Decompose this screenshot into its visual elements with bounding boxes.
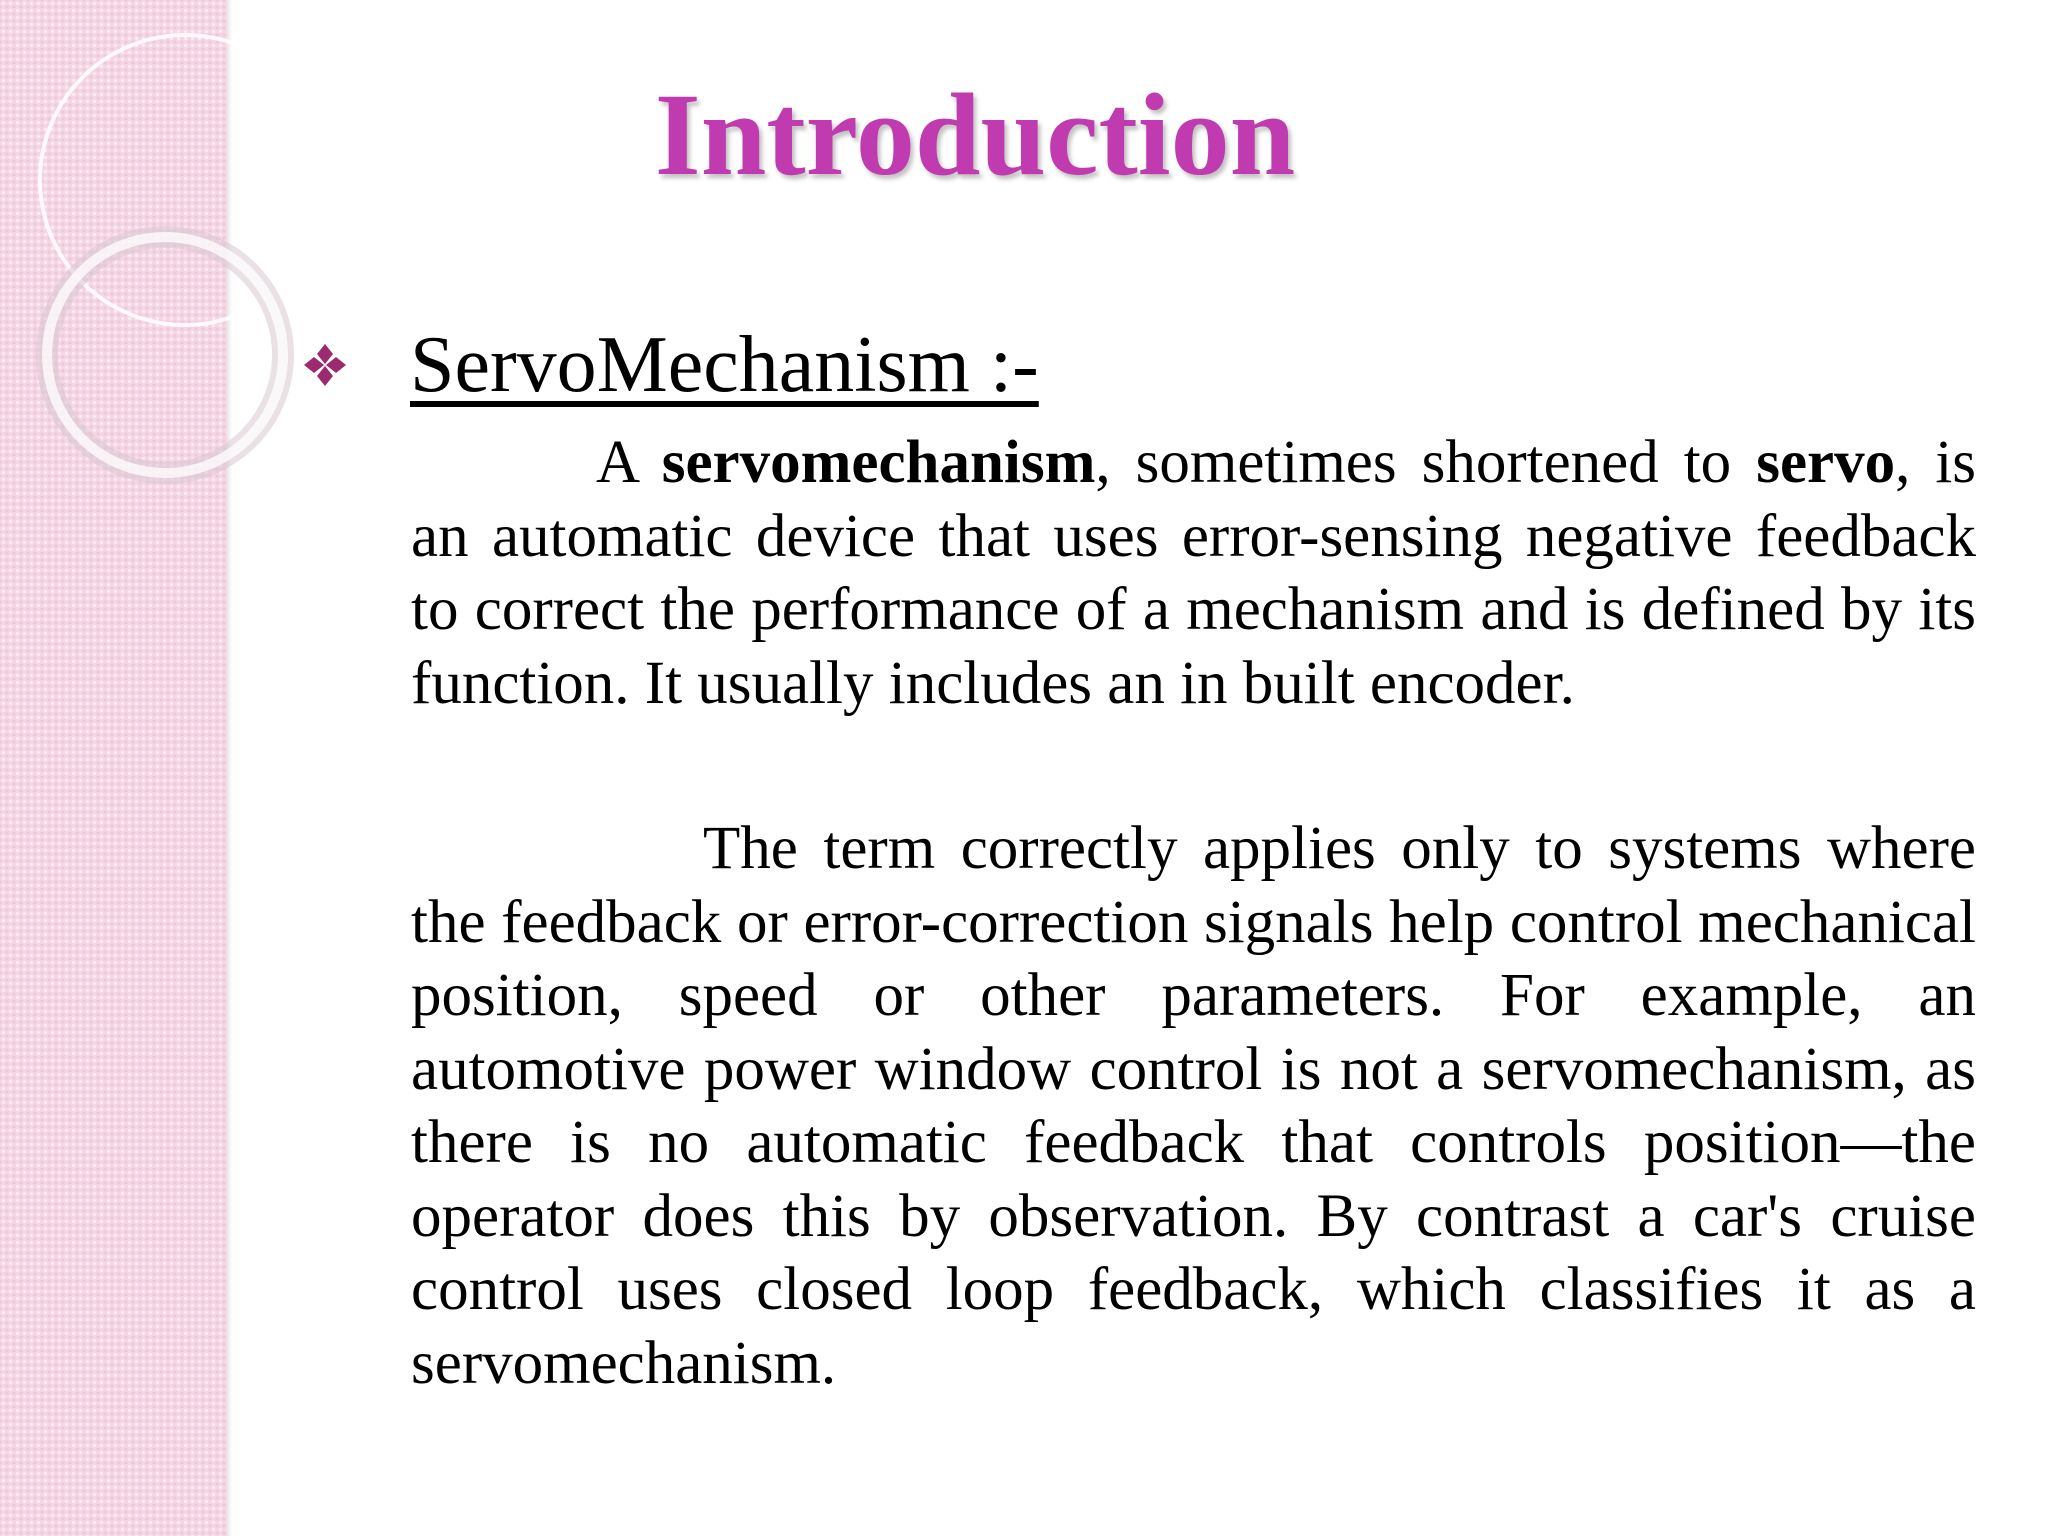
paragraph-definition bbox=[411, 426, 1976, 720]
paragraph-part2: , is an automatic device that uses error-sensing negative feedback to correct the performance of a mechanism and is defined by its function. It usually includes an in built encoder. bbox=[411, 429, 1977, 717]
term-servo: servo bbox=[1756, 429, 1896, 496]
paragraph-explanation bbox=[411, 812, 1976, 1400]
term-servomechanism: servomechanism bbox=[661, 429, 1096, 496]
paragraph-part1: , sometimes shortened to bbox=[1095, 429, 1732, 496]
four-diamond-bullet-icon bbox=[300, 340, 350, 390]
paragraph-explanation-text: The term correctly applies only to systems where the feedback or error-correction signals help control mechanical position, speed or other parameters. For example, an automotive power window control is not a servomechanism, as there is no automatic feedback that controls position—the operator does this by observation. By contrast a car's cruise control uses closed loop feedback, which classifies it as a servomechanism. bbox=[411, 815, 1976, 1397]
side-band-edge bbox=[226, 0, 232, 1536]
section-heading: ServoMechanism :- bbox=[410, 321, 1039, 409]
section-heading-row bbox=[300, 315, 1039, 415]
paragraph-lead: A bbox=[596, 429, 637, 496]
decorative-side-band bbox=[0, 0, 226, 1536]
page-title: Introduction bbox=[654, 69, 1296, 200]
